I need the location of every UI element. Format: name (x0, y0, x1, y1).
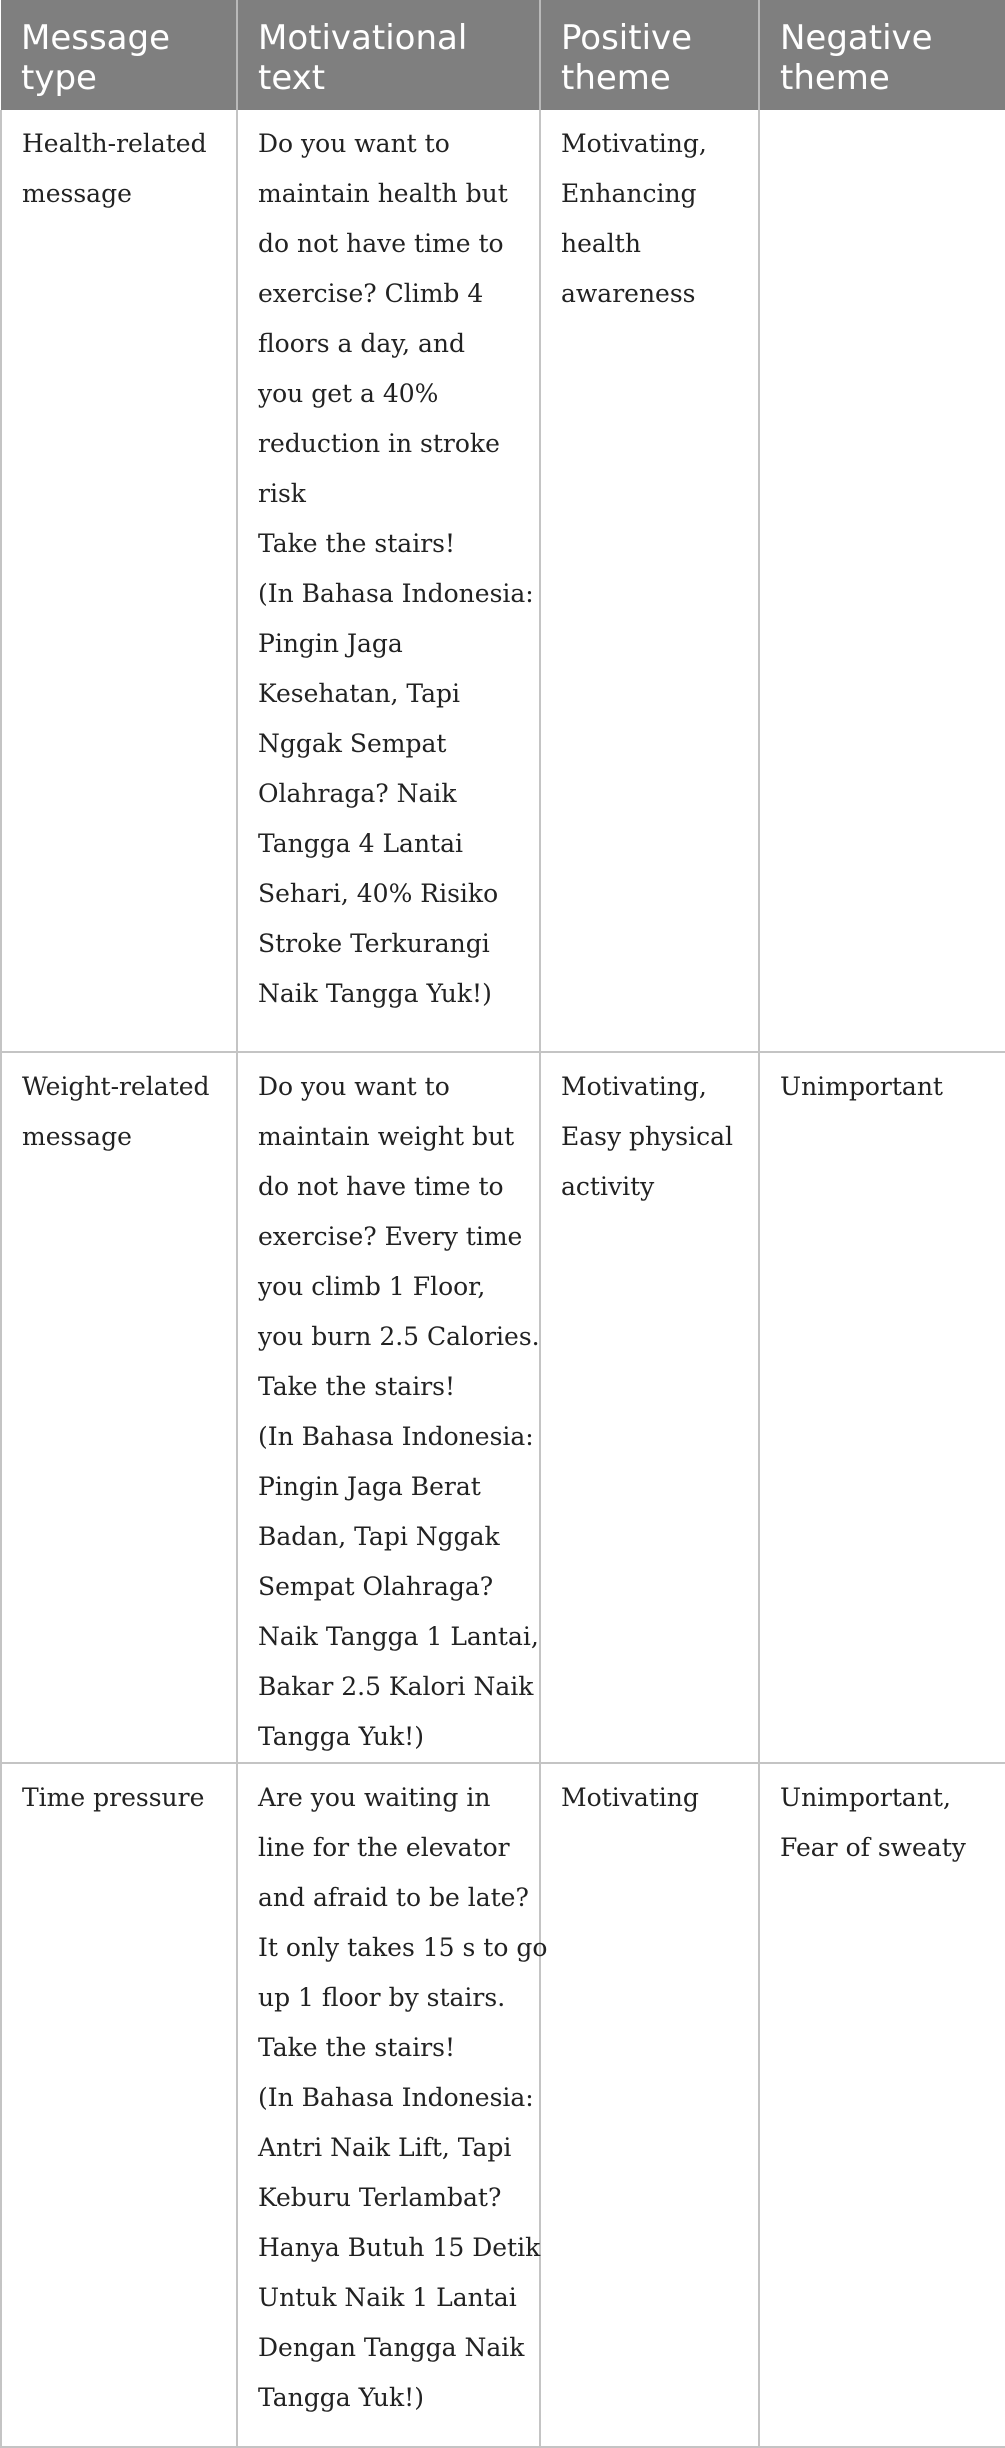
cell-text-line: Weight-related (22, 1072, 210, 1101)
cell-text-line: Health-related (22, 129, 207, 158)
cell-text-line: Dengan Tangga Naik (258, 2333, 525, 2362)
table-header (1, 0, 1005, 110)
header-line: Positive (561, 18, 693, 58)
cell-message-type (1, 110, 237, 1052)
cell-text-line: Take the stairs! (258, 1372, 456, 1401)
cell-text-line: Olahraga? Naik (258, 779, 457, 808)
cell-text-line: Do you want to (258, 1072, 450, 1101)
cell-text-line: Are you waiting in (258, 1783, 491, 1812)
cell-text-line: Take the stairs! (258, 2033, 456, 2062)
cell-text-line: Naik Tangga Yuk!) (258, 979, 492, 1008)
cell-negative-theme (759, 1052, 1005, 1763)
cell-positive-theme (540, 1763, 759, 2447)
cell-text-line: Easy physical (561, 1122, 734, 1151)
cell-motivational-text (237, 110, 540, 1052)
cell-text-line: maintain health but (258, 179, 508, 208)
cell-text-line: reduction in stroke (258, 429, 500, 458)
cell-text-line: risk (258, 479, 306, 508)
cell-text-line: Badan, Tapi Nggak (258, 1522, 500, 1551)
cell-text-line: activity (561, 1172, 655, 1201)
table-row (1, 1052, 1005, 1763)
cell-text-line: message (22, 1122, 132, 1151)
cell-text-line: you burn 2.5 Calories. (258, 1322, 540, 1351)
cell-text-line: Sempat Olahraga? (258, 1572, 494, 1601)
cell-text-line: (In Bahasa Indonesia: (258, 1422, 534, 1451)
cell-text-line: Nggak Sempat (258, 729, 447, 758)
cell-text-line: Keburu Terlambat? (258, 2183, 502, 2212)
header-line: text (258, 58, 326, 98)
cell-positive-theme (540, 1052, 759, 1763)
cell-text-line: Motivating, (561, 1072, 707, 1101)
header-line: Negative (780, 18, 933, 58)
cell-negative-theme (759, 1763, 1005, 2447)
cell-motivational-text (237, 1763, 548, 2447)
cell-text-line: Tangga Yuk!) (258, 1722, 424, 1751)
cell-text-line: Unimportant (780, 1072, 943, 1101)
header-line: theme (561, 58, 671, 98)
cell-text-line: awareness (561, 279, 696, 308)
cell-text-line: Time pressure (22, 1783, 205, 1812)
header-message-type (1, 0, 237, 110)
cell-text-line: exercise? Climb 4 (258, 279, 484, 308)
table-body (1, 110, 1005, 2447)
cell-text-line: Naik Tangga 1 Lantai, (258, 1622, 539, 1651)
table-row (1, 110, 1005, 1052)
header-row (1, 0, 1005, 110)
cell-text-line: Take the stairs! (258, 529, 456, 558)
cell-motivational-text (237, 1052, 540, 1763)
cell-text-line: Motivating (561, 1783, 699, 1812)
cell-text-line: Bakar 2.5 Kalori Naik (258, 1672, 534, 1701)
cell-text-line: Enhancing (561, 179, 697, 208)
table-row (1, 1763, 1005, 2447)
cell-text-line: Tangga Yuk!) (258, 2383, 424, 2412)
cell-text-line: do not have time to (258, 229, 504, 258)
cell-negative-theme (759, 110, 1005, 1052)
cell-text-line: line for the elevator (258, 1833, 510, 1862)
cell-text-line: do not have time to (258, 1172, 504, 1201)
cell-text-line: Stroke Terkurangi (258, 929, 490, 958)
cell-text-line: It only takes 15 s to go (258, 1933, 548, 1962)
cell-text-line: health (561, 229, 641, 258)
cell-text-line: Hanya Butuh 15 Detik (258, 2233, 541, 2262)
cell-message-type (1, 1763, 237, 2447)
cell-text-line: message (22, 179, 132, 208)
header-motivational-text (237, 0, 540, 110)
cell-text-line: floors a day, and (258, 329, 465, 358)
cell-text-line: Kesehatan, Tapi (258, 679, 461, 708)
header-line: Message (21, 18, 171, 58)
cell-text-line: maintain weight but (258, 1122, 515, 1151)
cell-text-line: Pingin Jaga (258, 629, 403, 658)
cell-message-type (1, 1052, 237, 1763)
cell-text-line: and afraid to be late? (258, 1883, 529, 1912)
cell-positive-theme (540, 110, 759, 1052)
cell-text-line: you climb 1 Floor, (258, 1272, 486, 1301)
cell-text-line: Motivating, (561, 129, 707, 158)
cell-text-line: Unimportant, (780, 1783, 951, 1812)
cell-text-line: exercise? Every time (258, 1222, 523, 1251)
header-line: type (21, 58, 97, 98)
cell-text-line: (In Bahasa Indonesia: (258, 579, 534, 608)
header-line: theme (780, 58, 890, 98)
cell-text-line: Pingin Jaga Berat (258, 1472, 481, 1501)
cell-text-line: Untuk Naik 1 Lantai (258, 2283, 517, 2312)
header-negative-theme (759, 0, 1005, 110)
header-positive-theme (540, 0, 759, 110)
header-line: Motivational (258, 18, 468, 58)
cell-text-line: you get a 40% (258, 379, 439, 408)
cell-text-line: Sehari, 40% Risiko (258, 879, 499, 908)
cell-text-line: (In Bahasa Indonesia: (258, 2083, 534, 2112)
cell-text-line: Do you want to (258, 129, 450, 158)
cell-text-line: up 1 floor by stairs. (258, 1983, 506, 2012)
cell-text-line: Fear of sweaty (780, 1833, 966, 1862)
cell-text-line: Antri Naik Lift, Tapi (258, 2133, 512, 2162)
cell-text-line: Tangga 4 Lantai (258, 829, 464, 858)
